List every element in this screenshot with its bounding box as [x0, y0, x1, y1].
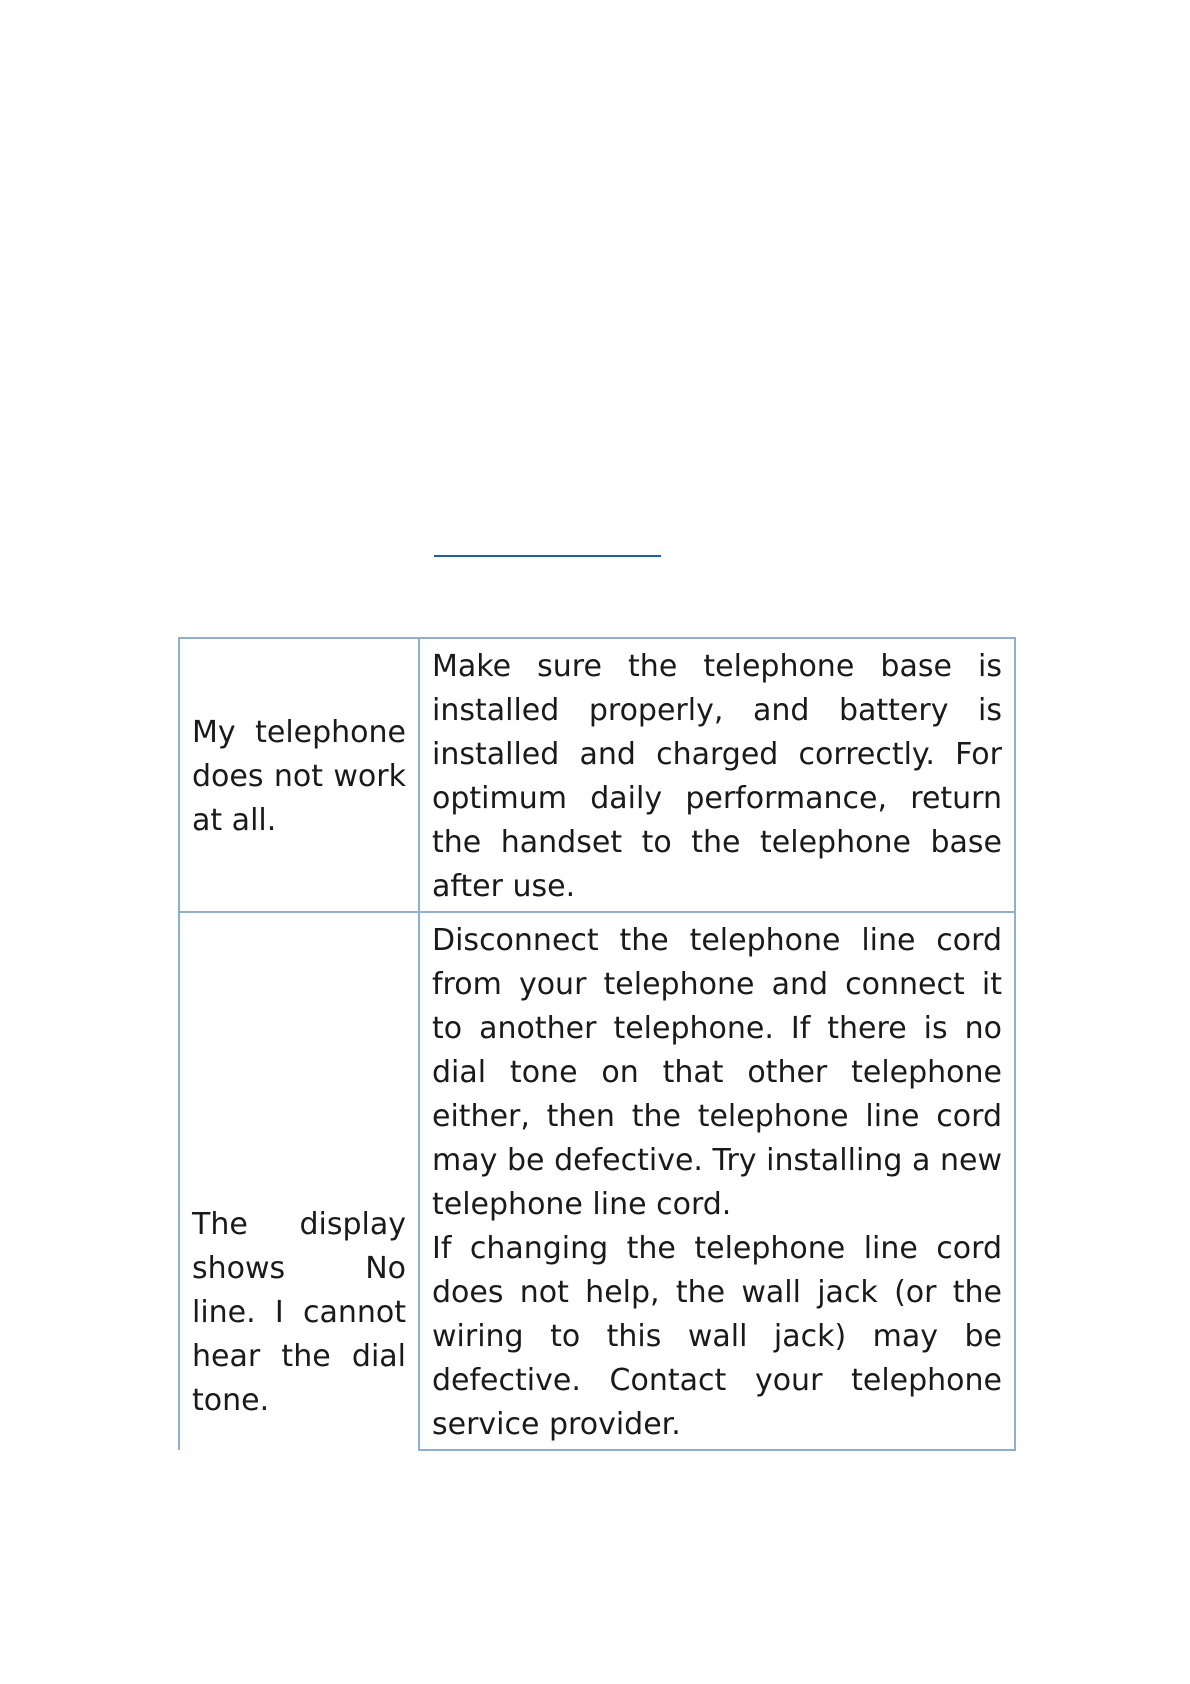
solution-cell: [419, 912, 1015, 1450]
solution-cell: [419, 638, 1015, 912]
problem-cell: The display shows No line. I cannot hear the dial tone.: [179, 912, 419, 1450]
table-row: [179, 638, 1015, 912]
table-row: [179, 912, 1015, 1450]
link-underline: [434, 555, 661, 557]
solution-paragraph: Disconnect the telephone line cord from your telephone and connect it to another telephone. If there is no dial tone on that other telephone either, then the telephone line cord may be defective. Try installing a new telephone line cord.: [432, 923, 1002, 1222]
problem-cell: My telephone does not work at all.: [179, 638, 419, 912]
solution-paragraph: If changing the telephone line cord does not help, the wall jack (or the wiring to this wall jack) may be defective. Contact your telephone service provider.: [432, 1231, 1002, 1442]
solution-paragraph: Make sure the telephone base is installed properly, and battery is installed and charged correctly. For optimum daily performance, return the handset to the telephone base after use.: [432, 649, 1002, 904]
troubleshooting-table: [178, 637, 1016, 1451]
